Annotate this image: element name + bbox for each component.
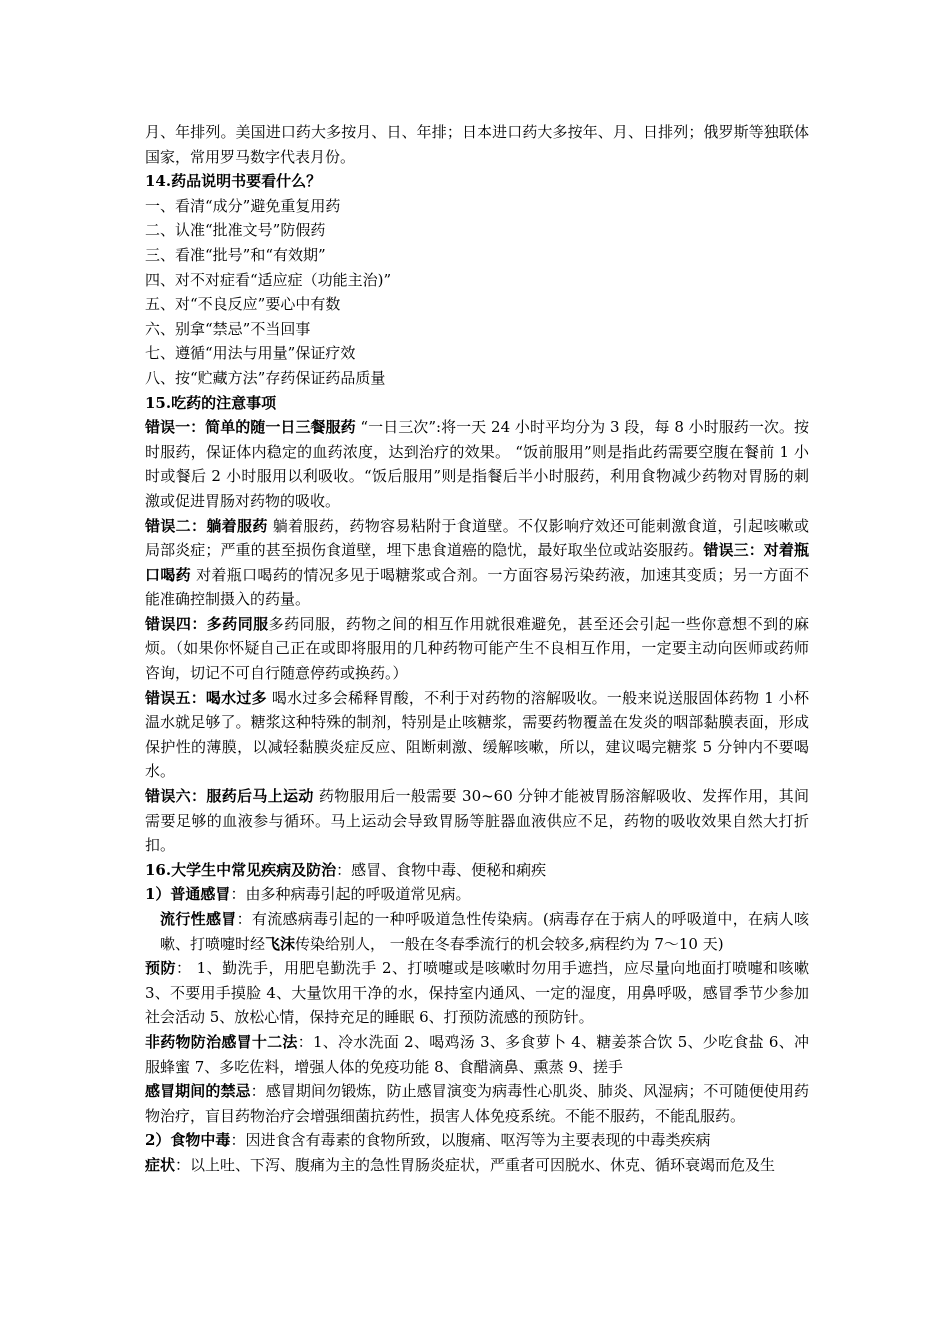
taboo-label: 感冒期间的禁忌: [145, 1082, 251, 1101]
mistake-5-paragraph: [145, 686, 809, 784]
mistake-5-label: 错误五：喝水过多: [145, 688, 267, 707]
influenza-label: 流行性感冒: [160, 910, 237, 928]
common-cold-label: 1）普通感冒: [145, 885, 231, 904]
mistake-3-text: 对着瓶口喝药的情况多见于喝糖浆或合剂。一方面容易污染药液，加速其变质；另一方面不能准确控制摄入的药量。: [145, 565, 809, 609]
mistake-4-label: 错误四：多药同服: [145, 614, 269, 633]
symptom-paragraph: [145, 1153, 809, 1178]
non-drug-paragraph: [145, 1030, 809, 1079]
list-item: 二、认准“批准文号”防假药: [145, 221, 326, 240]
influenza-text: ：有流感病毒引起的一种呼吸道急性传染病。(病毒存在于病人的呼吸道中，在病人咳嗽、打喷嚏时经: [160, 910, 809, 953]
mistake-1-label: 错误一：简单的随一日三餐服药: [145, 418, 356, 437]
document-page: [145, 120, 809, 1178]
mistake-2-3-paragraph: [145, 514, 809, 612]
non-drug-text: ：1、冷水洗面 2、喝鸡汤 3、多食萝卜 4、糖姜茶合饮 5、少吃食盐 6、冲服蜂蜜 7、多吃佐料，增强人体的免疫功能 8、食醋滴鼻、熏蒸 9、搓手: [145, 1032, 809, 1076]
mistake-6-label: 错误六：服药后马上运动: [145, 787, 314, 806]
mistake-5-text: 喝水过多会稀释胃酸，不利于对药物的溶解吸收。一般来说送服固体药物 1 小杯温水就足够了。糖浆这种特殊的制剂，特别是止咳糖浆，需要药物覆盖在发炎的咽部黏膜表面，形成保护性的薄膜，以减轻黏膜炎症反应、阻断刺激、缓解咳嗽，所以，建议喝完糖浆 5 分钟内不要喝水。: [145, 688, 809, 781]
mistake-1-text: “一日三次”:将一天 24 小时平均分为 3 段，每 8 小时服药一次。按时服药，保证体内稳定的血药浓度，达到治疗的效果。 “饭前服用”则是指此药需要空腹在餐前 1 小时或餐后 2 小时服用以利吸收。“饭后服用”则是指餐后半小时服药，利用食物减少药物对胃肠的刺激或促进胃肠对药物的吸收。: [145, 418, 809, 510]
symptom-text: ：以上吐、下泻、腹痛为主的急性胃肠炎症状，严重者可因脱水、休克、循环衰竭而危及生: [175, 1155, 776, 1174]
mistake-3-label: 错误三：对着瓶口喝药: [145, 541, 809, 584]
food-poisoning-paragraph: [145, 1128, 809, 1153]
influenza-text-2: 传染给别人， 一般在冬春季流行的机会较多,病程约为 7～10 天): [295, 934, 724, 953]
list-item: 七、遵循“用法与用量”保证疗效: [145, 344, 356, 363]
mistake-2-text: 躺着服药，药物容易粘附于食道壁。不仅影响疗效还可能刺激食道，引起咳嗽或局部炎症；严重的甚至损伤食道壁，埋下患食道癌的隐忧，最好取坐位或站姿服药。: [145, 516, 809, 560]
symptom-label: 症状: [145, 1155, 176, 1174]
section-16-label: 16.大学生中常见疾病及防治: [145, 860, 337, 879]
list-item: 八、按“贮藏方法”存药保证药品质量: [145, 368, 386, 387]
section-14-heading: 14.药品说明书要看什么？: [145, 172, 322, 191]
mistake-4-text: 多药同服，药物之间的相互作用就很难避免，甚至还会引起一些你意想不到的麻烦。（如果你怀疑自己正在或即将服用的几种药物可能产生不良相互作用，一定要主动向医师或药师咨询，切记不可自行随意停药或换药。）: [145, 614, 809, 683]
section-15-heading: 15.吃药的注意事项: [145, 393, 277, 412]
list-item: 五、对“不良反应”要心中有数: [145, 295, 341, 314]
mistake-1-paragraph: [145, 415, 809, 513]
prevention-text: ： 1、勤洗手，用肥皂勤洗手 2、打喷嚏或是咳嗽时勿用手遮挡，应尽量向地面打喷嚏和咳嗽 3、不要用手摸脸 4、大量饮用干净的水，保持室内通风、一定的湿度，用鼻呼吸，感冒季节少参加社会活动 5、放松心情，保持充足的睡眠 6、打预防流感的预防针。: [145, 959, 809, 1027]
taboo-text: ：感冒期间勿锻炼，防止感冒演变为病毒性心肌炎、肺炎、风湿病；不可随便使用药物治疗，盲目药物治疗会增强细菌抗药性，损害人体免疫系统。不能不服药，不能乱服药。: [145, 1082, 809, 1125]
list-item: 三、看准“批号”和“有效期”: [145, 245, 326, 264]
list-item: 六、别拿“禁忌”不当回事: [145, 319, 311, 338]
mistake-2-label: 错误二：躺着服药: [145, 516, 268, 535]
food-poisoning-text: ：因进食含有毒素的食物所致，以腹痛、呕泻等为主要表现的中毒类疾病: [230, 1131, 711, 1150]
common-cold-paragraph: [145, 882, 809, 907]
intro-paragraph: 月、年排列。美国进口药大多按月、日、年排；日本进口药大多按年、月、日排列；俄罗斯等独联体国家，常用罗马数字代表月份。: [145, 123, 809, 166]
influenza-paragraph: [145, 907, 809, 956]
influenza-droplet: 飞沫: [265, 934, 296, 953]
prevention-paragraph: [145, 956, 809, 1030]
non-drug-label: 非药物防治感冒十二法: [145, 1032, 298, 1051]
section-16-heading: [145, 858, 809, 883]
mistake-4-paragraph: [145, 612, 809, 686]
food-poisoning-label: 2）食物中毒: [145, 1131, 231, 1150]
common-cold-text: ：由多种病毒引起的呼吸道常见病。: [230, 885, 471, 904]
list-item: 一、看清“成分”避免重复用药: [145, 196, 341, 215]
list-item: 四、对不对症看“适应症（功能主治)”: [145, 270, 392, 289]
mistake-6-text: 药物服用后一般需要 30~60 分钟才能被胃肠溶解吸收、发挥作用，其间需要足够的血液参与循环。马上运动会导致胃肠等脏器血液供应不足，药物的吸收效果自然大打折扣。: [145, 787, 809, 855]
taboo-paragraph: [145, 1079, 809, 1128]
mistake-6-paragraph: [145, 784, 809, 858]
section-16-text: ：感冒、食物中毒、便秘和痢疾: [336, 860, 547, 879]
prevention-label: 预防: [145, 959, 176, 978]
